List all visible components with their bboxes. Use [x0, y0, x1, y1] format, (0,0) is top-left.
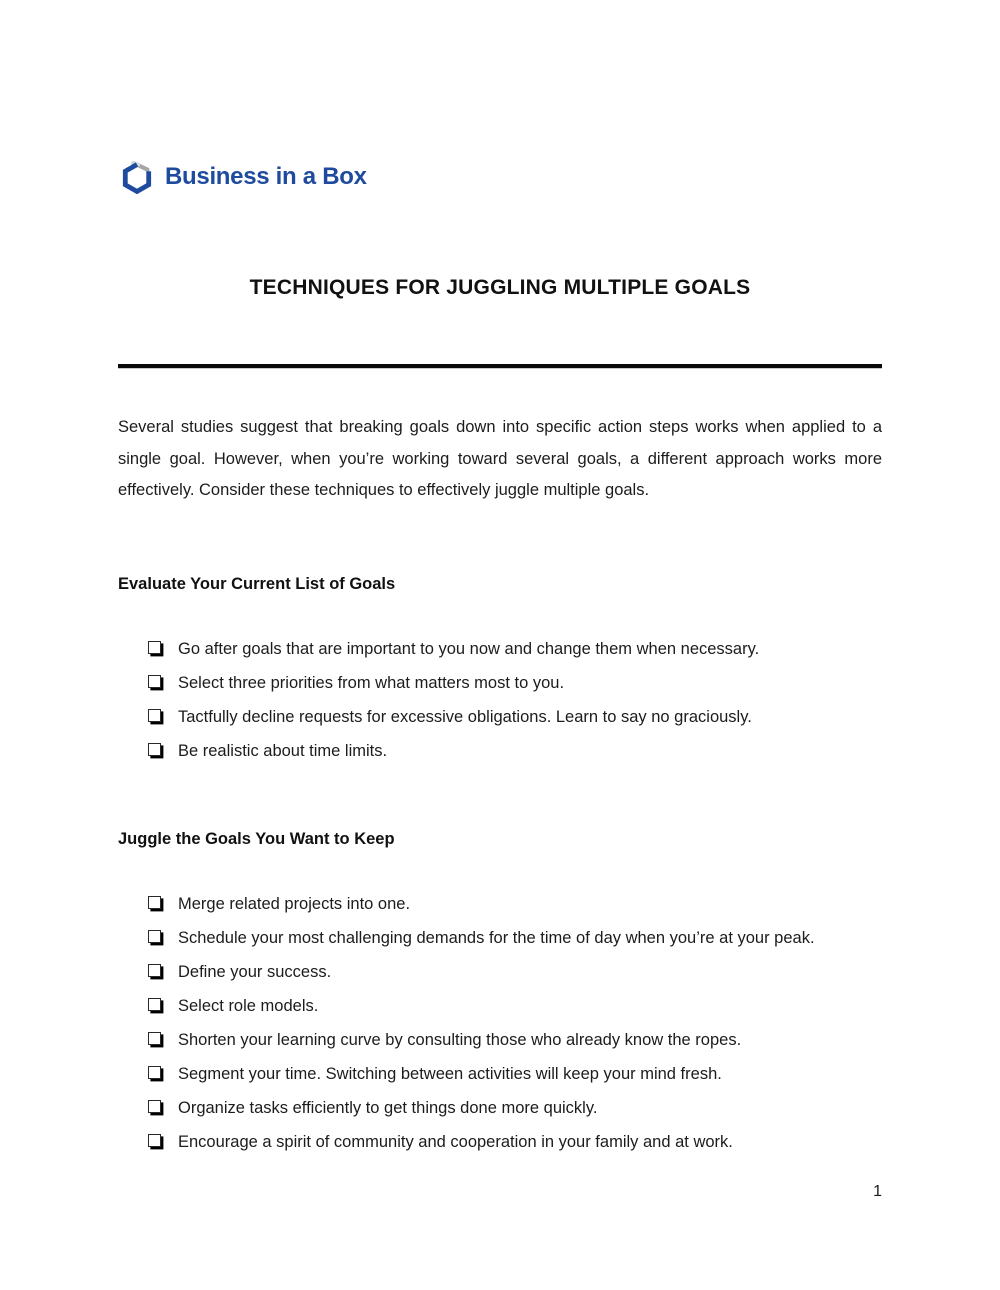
page-footer	[118, 1183, 882, 1201]
checklist-item	[148, 638, 882, 660]
document-title: TECHNIQUES FOR JUGGLING MULTIPLE GOALS	[249, 276, 751, 299]
checklist-item	[148, 672, 882, 694]
checklist-item-text: Merge related projects into one.	[178, 894, 411, 913]
checklist-item	[148, 893, 882, 915]
checklist-item	[148, 961, 882, 983]
section-juggle-goals	[118, 830, 882, 1153]
hexagon-logo-icon	[118, 158, 156, 196]
checkbox-icon	[148, 709, 161, 722]
checklist-item-text: Select three priorities from what matters most to you.	[178, 673, 565, 692]
logo-text: Business in a Box	[165, 163, 367, 190]
checklist	[118, 638, 882, 762]
checklist-item	[148, 706, 882, 728]
checkbox-icon	[148, 641, 161, 654]
checklist-item	[148, 740, 882, 762]
checklist-item-text: Define your success.	[178, 962, 332, 981]
page-number: 1	[873, 1182, 882, 1200]
checkbox-icon	[148, 896, 161, 909]
checkbox-icon	[148, 675, 161, 688]
checkbox-icon	[148, 998, 161, 1011]
checklist-item-text: Encourage a spirit of community and cooperation in your family and at work.	[178, 1132, 733, 1151]
checkbox-icon	[148, 1134, 161, 1147]
checklist-item	[148, 1131, 882, 1153]
checklist-item-text: Tactfully decline requests for excessive obligations. Learn to say no graciously.	[178, 707, 752, 726]
checklist-item-text: Segment your time. Switching between activities will keep your mind fresh.	[178, 1064, 722, 1083]
checklist-item-text: Shorten your learning curve by consulting those who already know the ropes.	[178, 1030, 742, 1049]
checklist-item-text: Schedule your most challenging demands for the time of day when you’re at your peak.	[178, 928, 815, 947]
checkbox-icon	[148, 1032, 161, 1045]
checkbox-icon	[148, 743, 161, 756]
checkbox-icon	[148, 930, 161, 943]
logo	[118, 158, 882, 196]
section-evaluate-goals	[118, 575, 882, 762]
section-heading: Juggle the Goals You Want to Keep	[118, 829, 395, 848]
horizontal-rule	[118, 364, 882, 368]
checklist-item-text: Be realistic about time limits.	[178, 741, 388, 760]
checkbox-icon	[148, 964, 161, 977]
checklist-item	[148, 1063, 882, 1085]
checklist-item	[148, 927, 882, 949]
checklist-item	[148, 1097, 882, 1119]
checkbox-icon	[148, 1100, 161, 1113]
checklist-item	[148, 995, 882, 1017]
checklist-item-text: Go after goals that are important to you now and change them when necessary.	[178, 639, 760, 658]
checklist	[118, 893, 882, 1153]
checkbox-icon	[148, 1066, 161, 1079]
intro-paragraph: Several studies suggest that breaking goals down into specific action steps works when applied to a single goal. However, when you’re working toward several goals, a different approach works more effectively. Consider these techniques to effectively juggle multiple goals.	[118, 418, 882, 500]
checklist-item-text: Select role models.	[178, 996, 319, 1015]
checklist-item-text: Organize tasks efficiently to get things done more quickly.	[178, 1098, 598, 1117]
checklist-item	[148, 1029, 882, 1051]
section-heading: Evaluate Your Current List of Goals	[118, 574, 396, 593]
